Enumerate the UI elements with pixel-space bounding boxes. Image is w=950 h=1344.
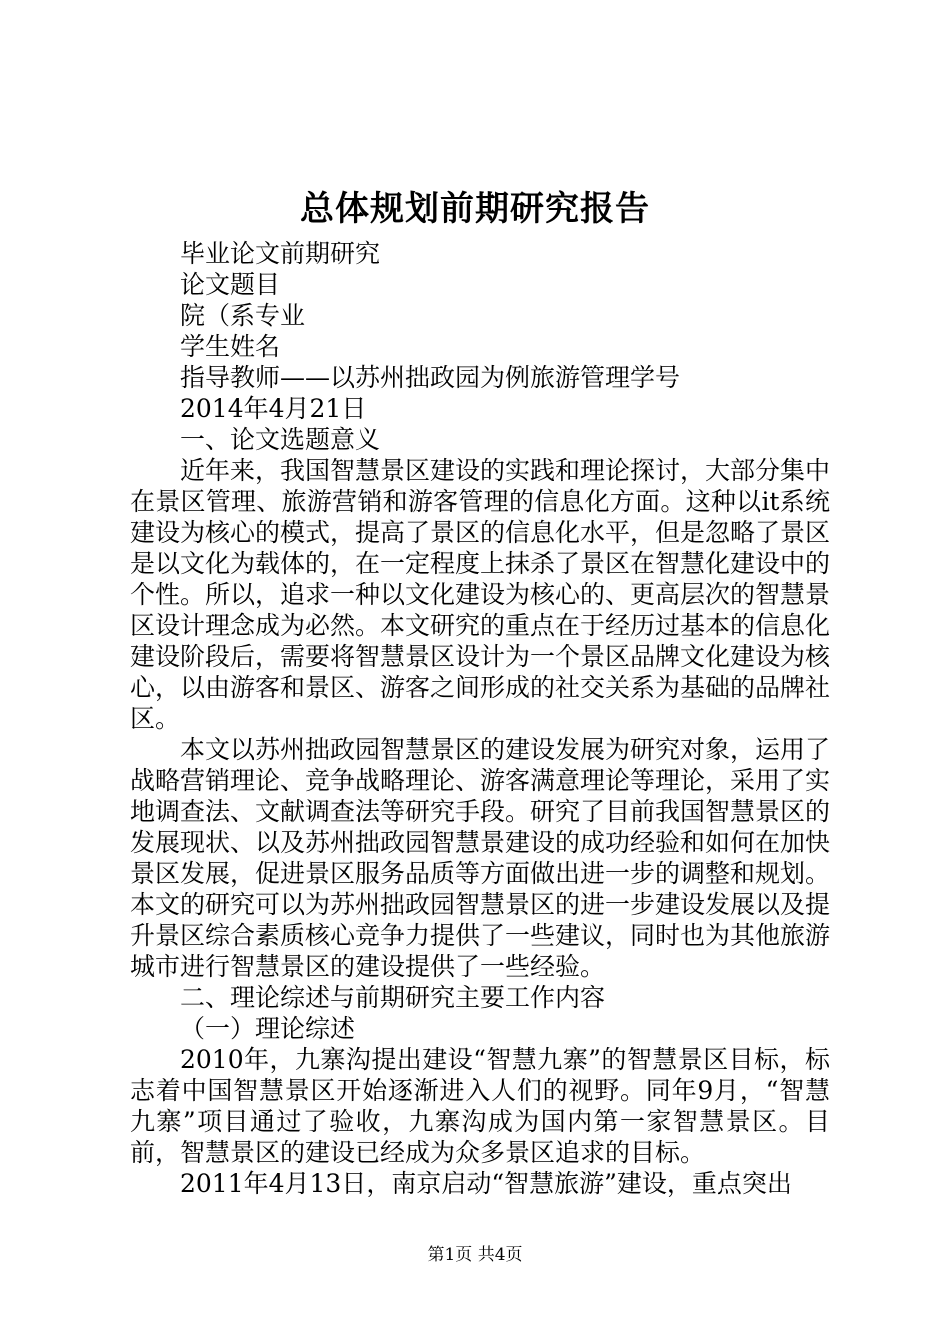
- body-paragraph: 近年来，我国智慧景区建设的实践和理论探讨，大部分集中在景区管理、旅游营销和游客管理的信息化方面。这种以it系统建设为核心的模式，提高了景区的信息化水平，但是忽略了景区是以文化为载体的，在一定程度上抹杀了景区在智慧化建设中的个性。所以，追求一种以文化建设为核心的、更高层次的智慧景区设计理念成为必然。本文研究的重点在于经历过基本的信息化建设阶段后，需要将智慧景区设计为一个景区品牌文化建设为核心，以由游客和景区、游客之间形成的社交关系为基础的品牌社区。: [130, 456, 831, 733]
- meta-line-advisor: 指导教师——以苏州拙政园为例旅游管理学号: [180, 363, 681, 392]
- section-heading-2: 二、理论综述与前期研究主要工作内容: [180, 983, 606, 1012]
- meta-line-department: 院（系专业: [180, 301, 306, 330]
- meta-line-date: 2014年4月21日: [180, 394, 367, 423]
- meta-line-thesis: 毕业论文前期研究: [180, 239, 381, 268]
- document-title: 总体规划前期研究报告: [300, 189, 650, 229]
- meta-line-student: 学生姓名: [180, 332, 281, 361]
- page-number: 第1页 共4页: [427, 1245, 523, 1265]
- meta-line-topic: 论文题目: [180, 270, 281, 299]
- body-paragraph: 2010年，九寨沟提出建设“智慧九寨”的智慧景区目标，标志着中国智慧景区开始逐渐进入人们的视野。同年9月，“智慧九寨”项目通过了验收，九寨沟成为国内第一家智慧景区。目前，智慧景区的建设已经成为众多景区追求的目标。: [130, 1045, 830, 1167]
- document-body: [130, 238, 830, 1199]
- section-heading-1: 一、论文选题意义: [180, 425, 381, 454]
- body-paragraph: 本文以苏州拙政园智慧景区的建设发展为研究对象，运用了战略营销理论、竞争战略理论、游客满意理论等理论，采用了实地调查法、文献调查法等研究手段。研究了目前我国智慧景区的发展现状、以及苏州拙政园智慧景建设的成功经验和如何在加快景区发展，促进景区服务品质等方面做出进一步的调整和规划。本文的研究可以为苏州拙政园智慧景区的进一步建设发展以及提升景区综合素质核心竞争力提供了一些建议，同时也为其他旅游城市进行智慧景区的建设提供了一些经验。: [130, 735, 831, 981]
- subsection-heading: （一）理论综述: [180, 1014, 356, 1043]
- body-paragraph: 2011年4月13日，南京启动“智慧旅游”建设，重点突出: [180, 1169, 792, 1198]
